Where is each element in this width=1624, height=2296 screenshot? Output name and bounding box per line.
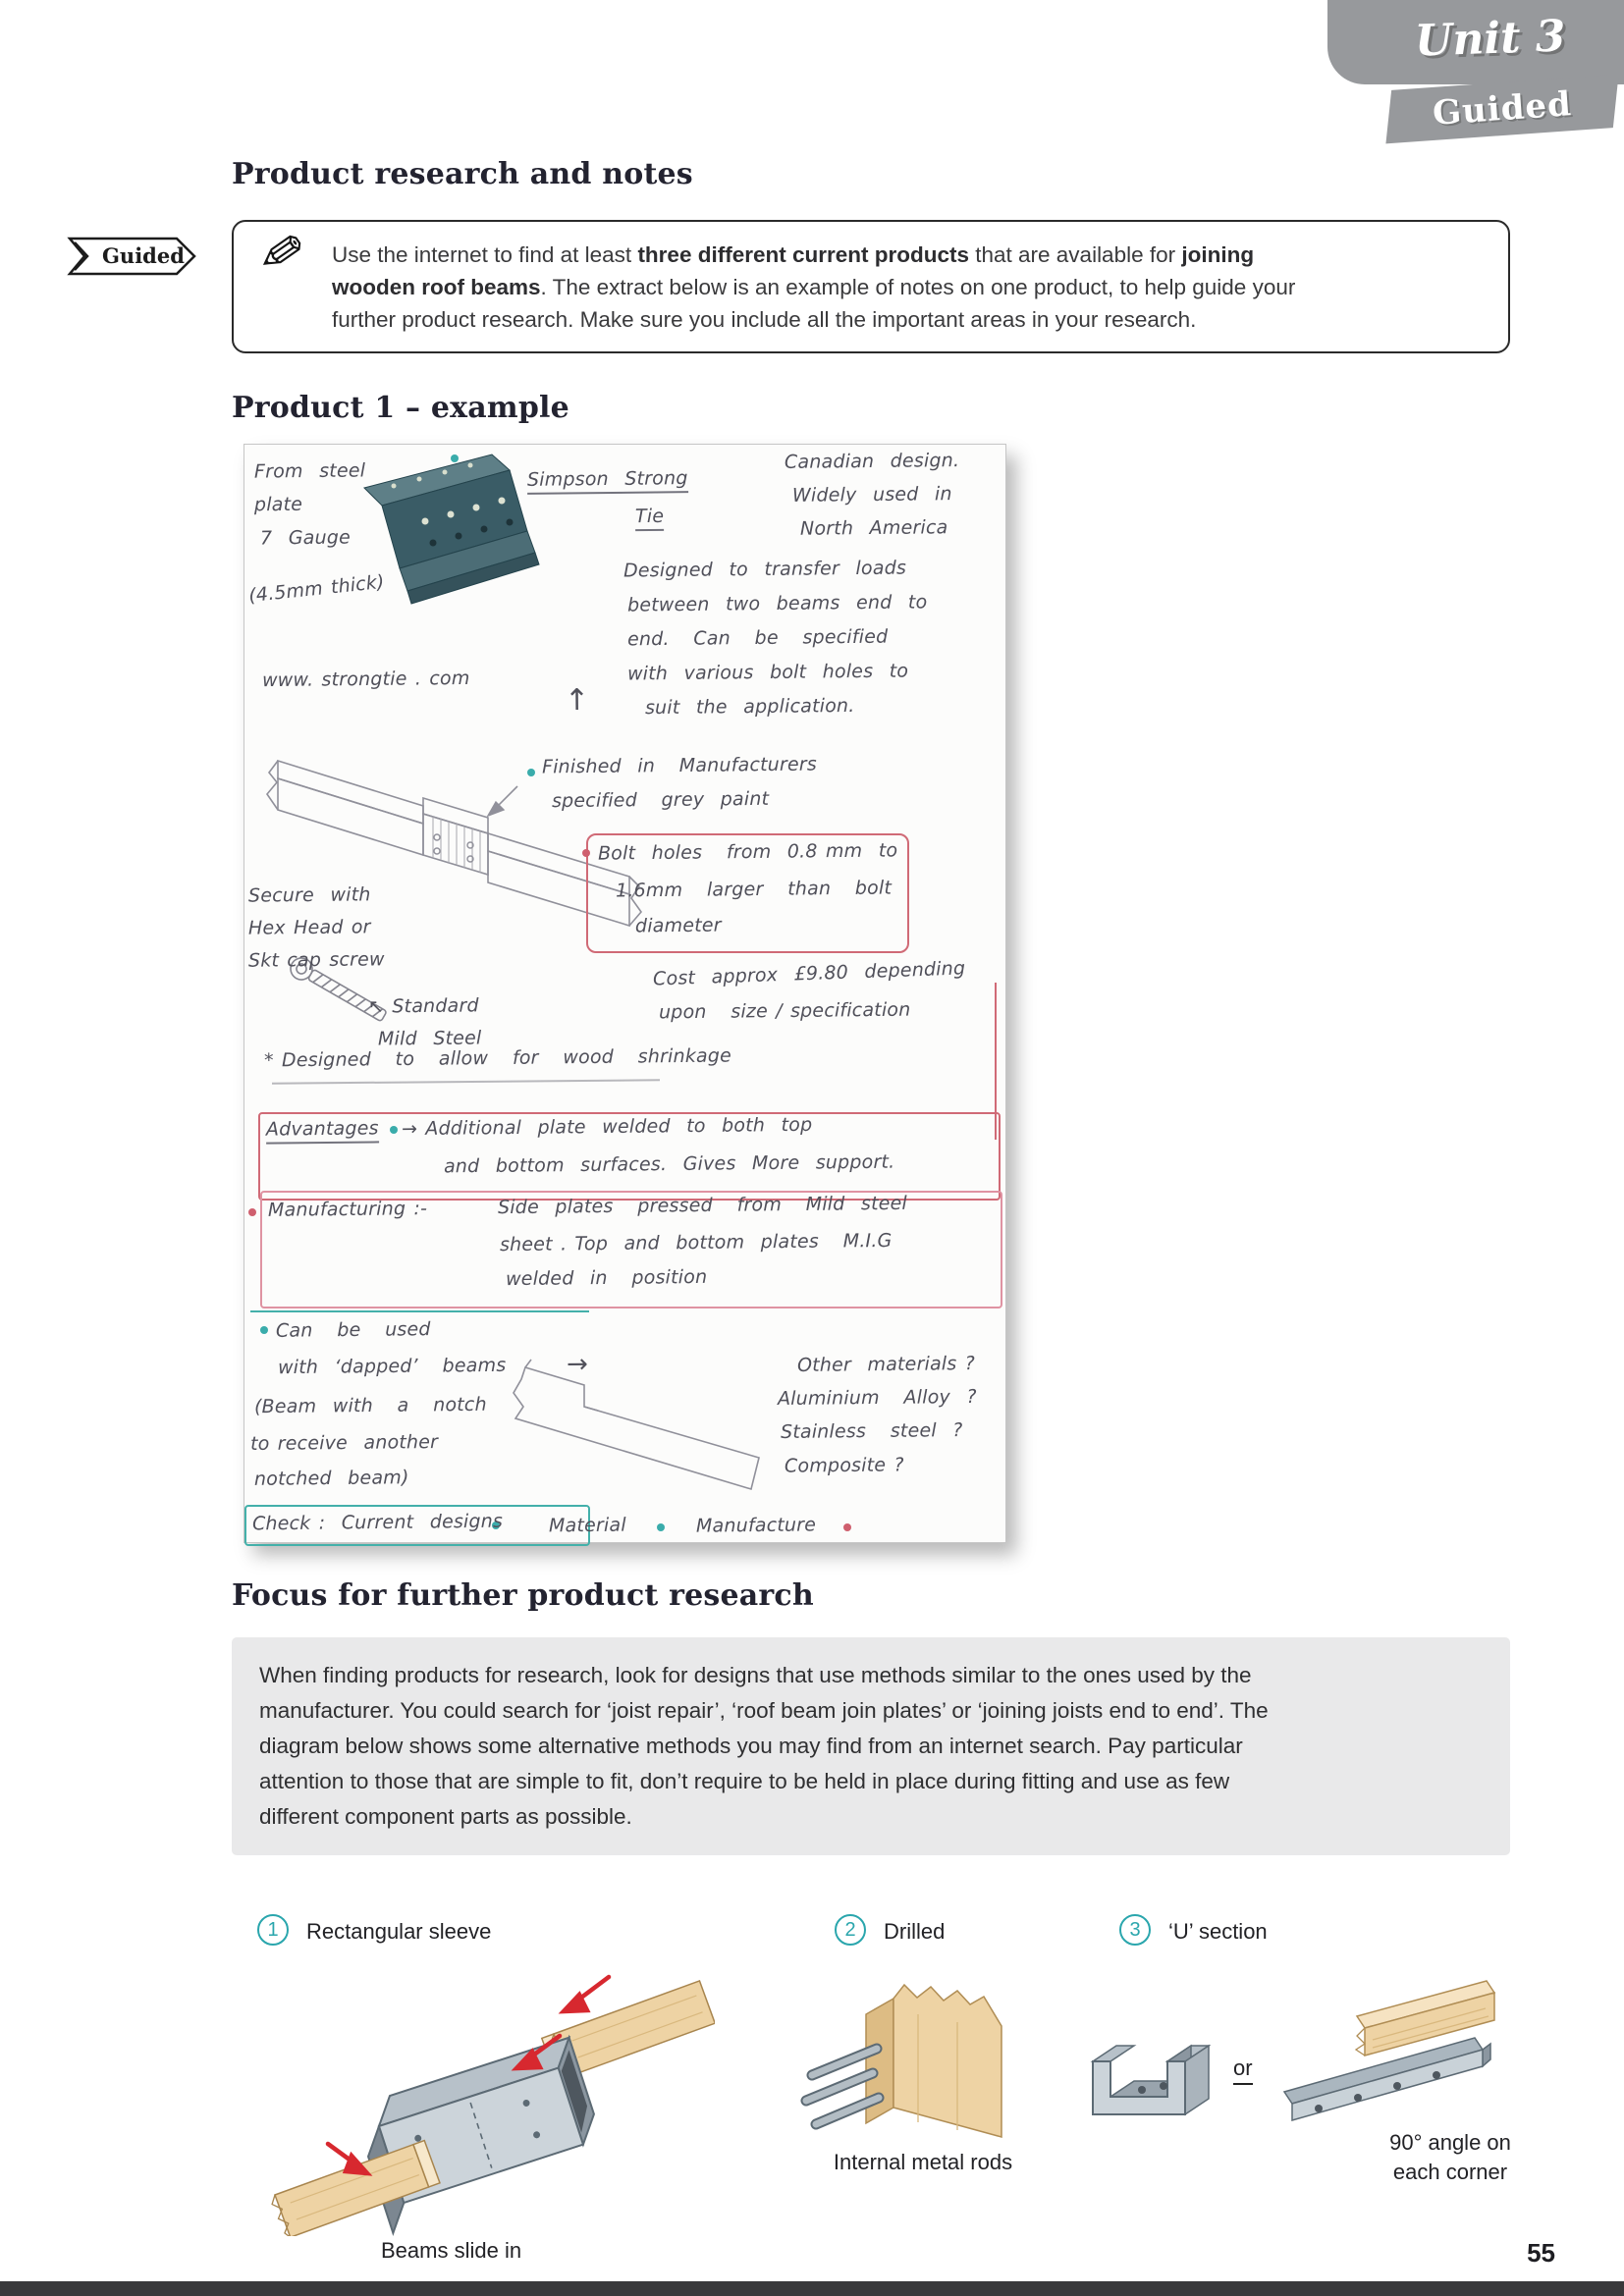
footer-bar [0, 2281, 1624, 2296]
note-fragment: Secure with [247, 883, 371, 907]
note-fragment: * Designed to allow for wood shrinkage [263, 1044, 732, 1072]
note-fragment: plate [253, 493, 303, 516]
note-scan [244, 444, 1006, 1543]
note-sketch-tie-plate [335, 445, 546, 680]
note-fragment: (4.5mm thick) [247, 570, 386, 608]
diagram-item-1-label: Rectangular sleeve [306, 1919, 492, 1944]
caption-beams-slide-in: Beams slide in [381, 2238, 522, 2263]
note-fragment: Skt cap screw [247, 948, 385, 972]
note-fragment: Material [548, 1514, 626, 1537]
note-fragment: Stainless steel ? [780, 1419, 963, 1443]
intro-line-3: further product research. Make sure you include all the important areas in your research. [332, 307, 1197, 332]
note-fragment: and bottom surfaces. Gives More support. [443, 1150, 895, 1178]
note-fragment: Finished in Manufacturers [541, 753, 818, 778]
pencil-icon: ✎ [253, 219, 309, 289]
sleeve-illustration [263, 1951, 715, 2236]
diagram-item-2-label: Drilled [884, 1919, 946, 1944]
caption-90-angle: 90° angle on each corner [1389, 2130, 1511, 2184]
section-heading-focus: Focus for further product research [232, 1578, 814, 1613]
note-fragment: Manufacture [695, 1514, 817, 1537]
u-section-illustration [1065, 2014, 1252, 2142]
focus-line: diagram below shows some alternative methods you may find from an internet search. Pay particular [259, 1734, 1243, 1758]
note-fragment: Tie [635, 507, 664, 531]
page-number: 55 [1527, 2238, 1555, 2268]
note-fragment: Widely used in [791, 483, 952, 507]
teal-dot [451, 454, 459, 462]
teal-dot [527, 769, 535, 776]
note-fragment: Aluminium Alloy ? [777, 1385, 977, 1411]
focus-line: attention to those that are simple to fit, don’t require to be held in place during fitting and use as few [259, 1769, 1230, 1793]
note-fragment: Designed to transfer loads [623, 557, 907, 582]
teal-dot [390, 1126, 398, 1134]
note-fragment: Canadian design. [784, 450, 960, 473]
red-dot [843, 1523, 851, 1531]
diagram-item-3-label: ‘U’ section [1168, 1919, 1268, 1944]
note-fragment: 1.6mm larger than bolt [615, 877, 893, 902]
right-arrow-annotation: → [566, 1349, 589, 1380]
note-fragment: Manufacturing :- [267, 1198, 428, 1221]
note-fragment: diameter [634, 914, 722, 937]
note-fragment: Composite ? [784, 1454, 904, 1477]
focus-line: manufacturer. You could search for ‘joist repair’, ‘roof beam join plates’ or ‘joining joists end to end’. The [259, 1698, 1269, 1723]
note-fragment: Can be used [275, 1318, 431, 1342]
red-dot [582, 849, 590, 857]
unit-badge-label: Unit 3 [1413, 11, 1566, 67]
note-fragment: with ‘dapped’ beams [277, 1354, 507, 1379]
section-heading-product1: Product 1 – example [232, 391, 569, 425]
focus-box [232, 1637, 1510, 1855]
note-fragment: Advantages [266, 1119, 379, 1144]
guided-tag-label: Guided [102, 243, 185, 268]
note-fragment: www. strongtie . com [261, 667, 470, 692]
intro-line-1: Use the internet to find at least three different current products that are available for joining [332, 242, 1255, 267]
note-fragment: Cost approx £9.80 depending [652, 957, 966, 990]
annotation-pencil-underline [272, 1079, 660, 1084]
annotation-red-line [995, 983, 997, 1140]
intro-line-2: wooden roof beams. The extract below is an example of notes on one product, to help guide your [332, 275, 1296, 299]
note-fragment: to receive another [249, 1430, 439, 1456]
note-fragment: upon size / specification [658, 998, 911, 1024]
note-fragment: end. Can be specified [626, 625, 889, 651]
note-sketch-notched-beam [502, 1324, 786, 1521]
diagram-item-2-number: 2 [835, 1914, 866, 1946]
note-fragment: (Beam with a notch [253, 1393, 487, 1418]
note-fragment: Bolt holes from 0.8 mm to [597, 839, 898, 865]
note-fragment: 7 Gauge [259, 526, 352, 550]
guided-ribbon-label: Guided [1431, 84, 1574, 133]
intro-box [232, 220, 1510, 353]
note-fragment: notched beam) [253, 1467, 409, 1490]
focus-line: When finding products for research, look for designs that use methods similar to the ones used by the [259, 1663, 1252, 1687]
section-heading-research: Product research and notes [232, 157, 693, 191]
note-fragment: Side plates pressed from Mild steel [497, 1192, 908, 1219]
note-fragment: Check : Current designs [251, 1510, 504, 1535]
caption-internal-metal-rods: Internal metal rods [833, 2150, 1013, 2174]
drilled-illustration [800, 1955, 1046, 2181]
annotation-teal-line [250, 1310, 589, 1312]
teal-dot [657, 1523, 665, 1531]
or-label: or [1233, 2056, 1253, 2085]
note-fragment: ↖ Standard [367, 994, 479, 1018]
diagram-item-1-number: 1 [257, 1914, 289, 1946]
guided-ribbon [1385, 75, 1618, 144]
note-fragment: North America [799, 516, 948, 540]
note-fragment: → Additional plate welded to both top [401, 1113, 813, 1141]
red-dot [248, 1208, 256, 1216]
guided-tag [67, 234, 206, 279]
note-fragment: sheet . Top and bottom plates M.I.G [499, 1229, 893, 1256]
note-fragment: with various bolt holes to [626, 660, 909, 685]
up-arrow-annotation: ↑ [564, 682, 590, 719]
note-fragment: From steel [253, 459, 366, 483]
note-fragment: Other materials ? [796, 1353, 976, 1376]
note-fragment: Hex Head or [247, 916, 371, 939]
diagram-item-3-number: 3 [1119, 1914, 1151, 1946]
focus-line: different component parts as possible. [259, 1804, 632, 1829]
note-fragment: Mild Steel [377, 1027, 482, 1050]
unit-badge [1327, 0, 1624, 84]
note-fragment: welded in position [505, 1265, 708, 1291]
note-fragment: suit the application. [644, 694, 855, 720]
note-fragment: between two beams end to [626, 591, 928, 616]
note-fragment: Simpson Strong [527, 469, 688, 495]
teal-dot [260, 1326, 268, 1334]
note-fragment: specified grey paint [551, 787, 770, 813]
